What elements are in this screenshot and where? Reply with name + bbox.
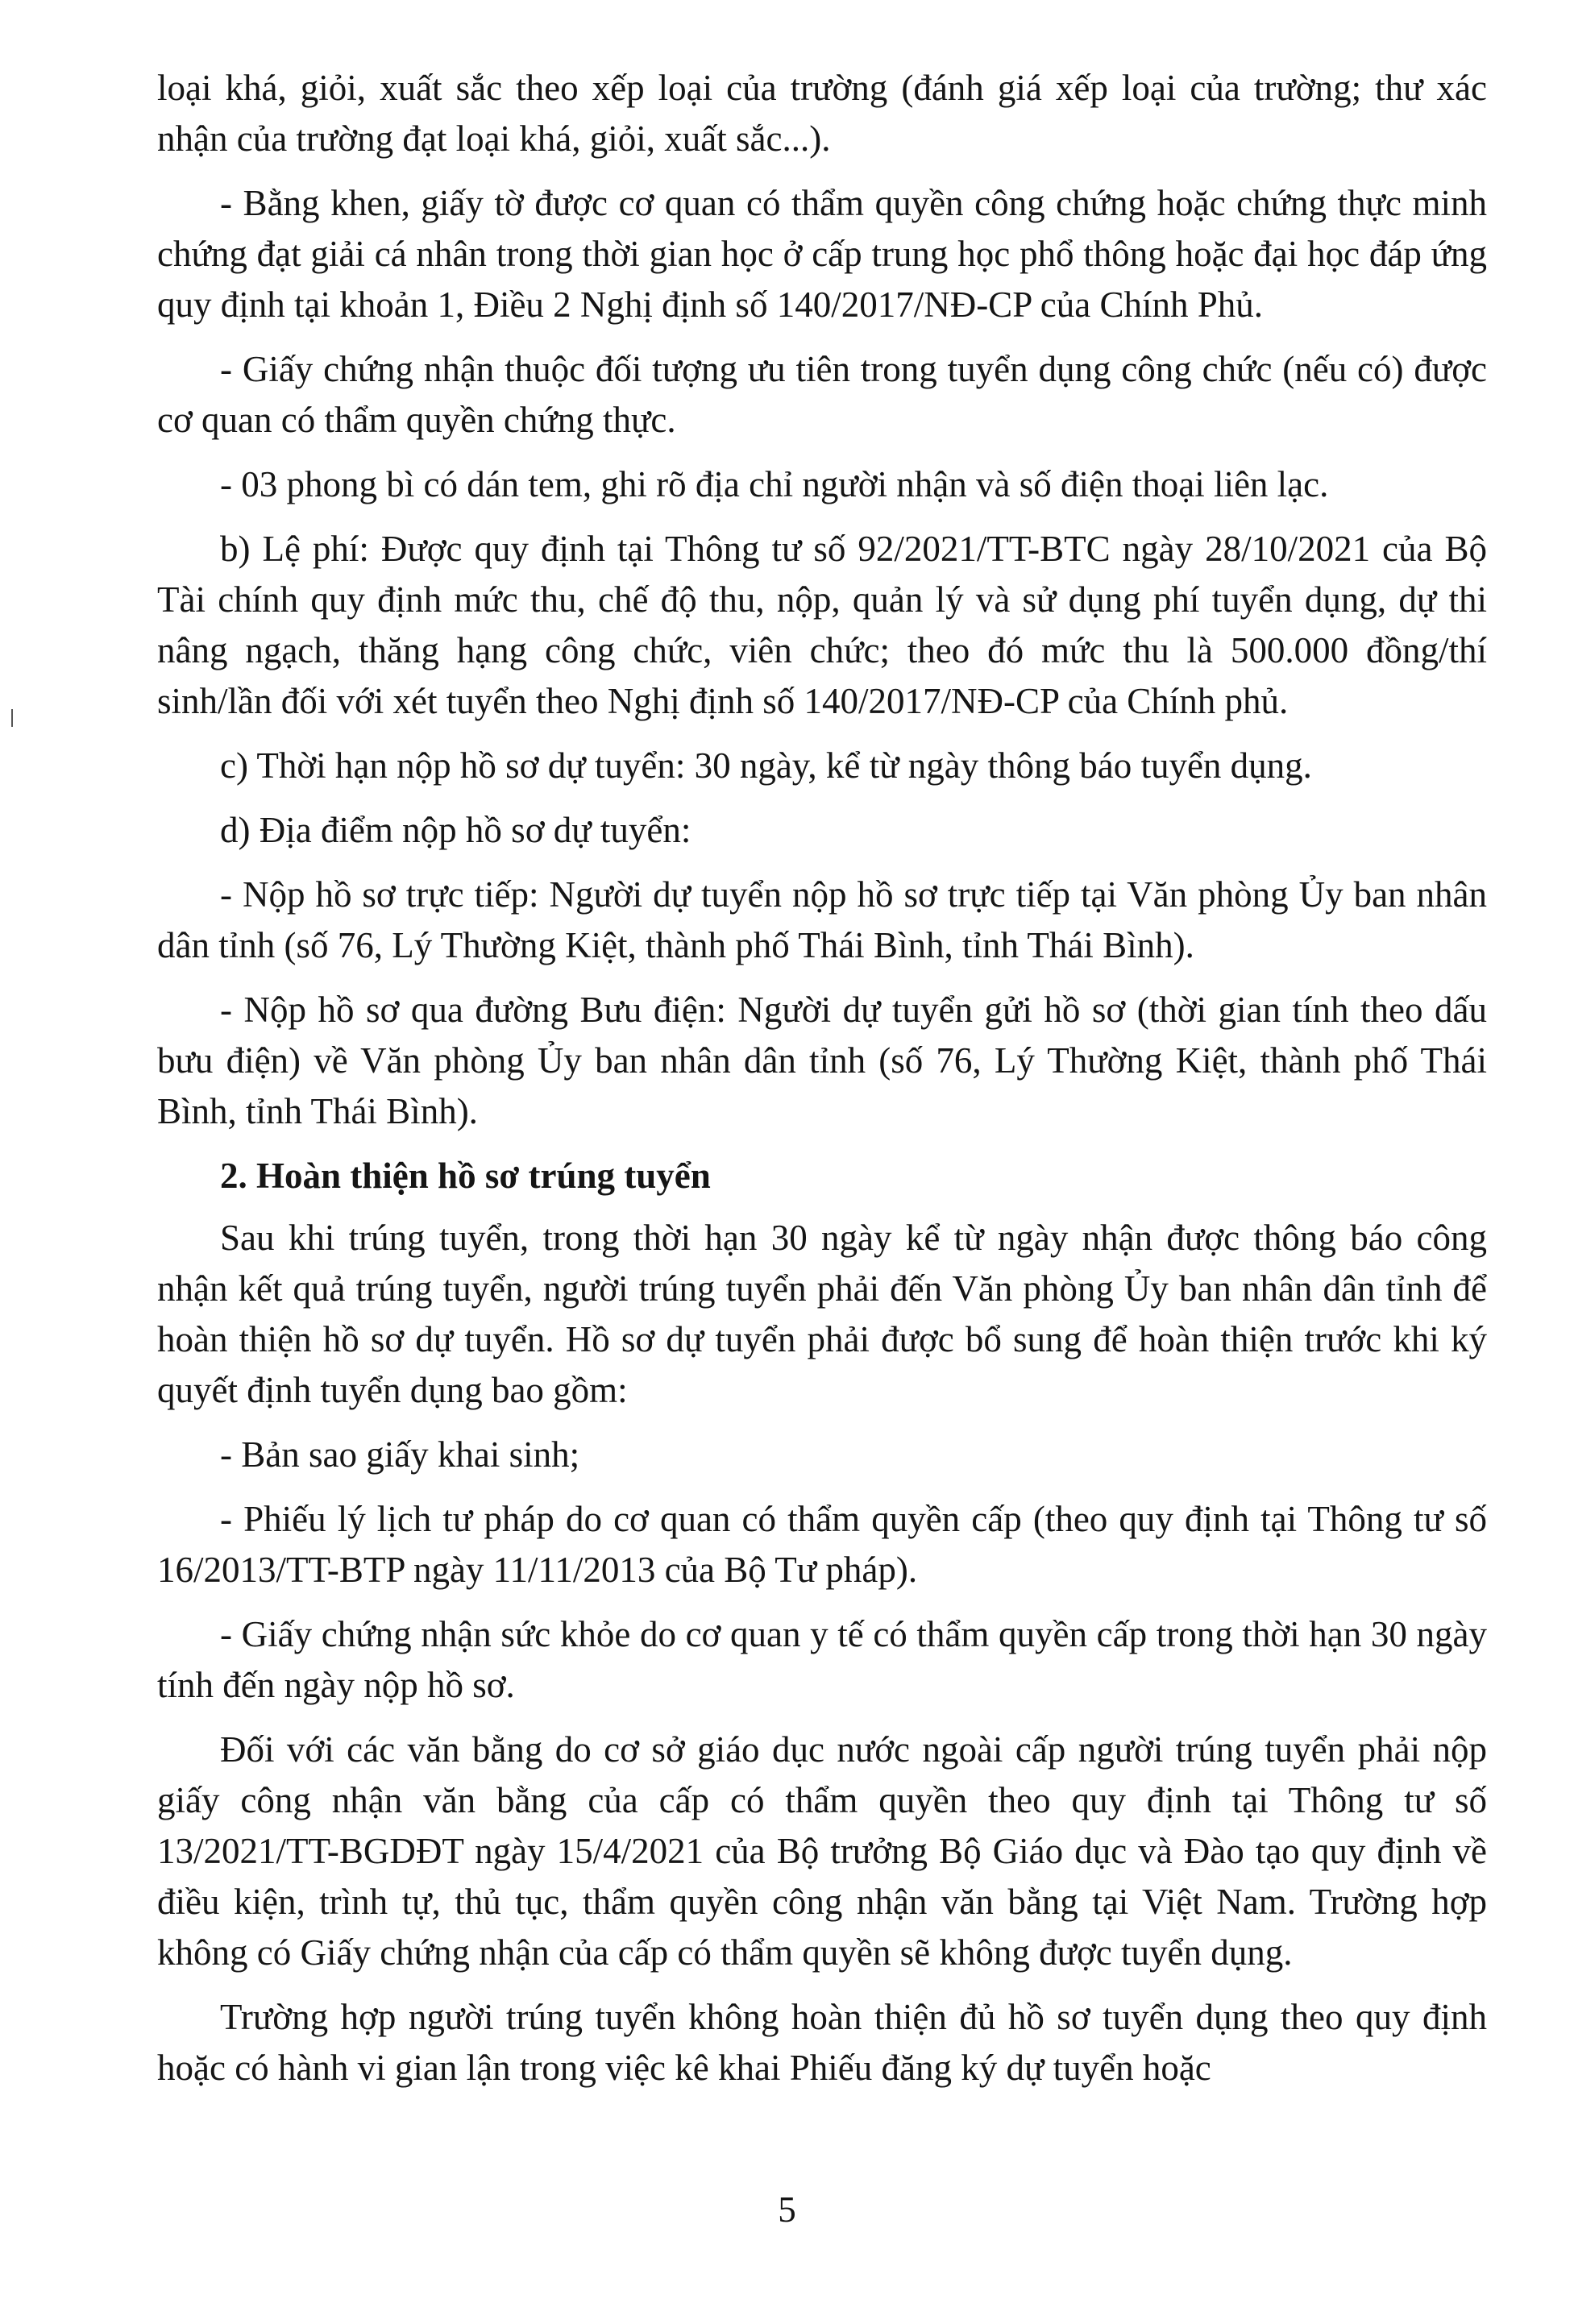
paragraph-suc-khoe: - Giấy chứng nhận sức khỏe do cơ quan y tế có thẩm quyền cấp trong thời hạn 30 ngày tính đến ngày nộp hồ sơ. [157,1614,1487,1705]
paragraph-giay-chung-nhan-uu-tien: - Giấy chứng nhận thuộc đối tượng ưu tiên trong tuyển dụng công chức (nếu có) được cơ quan có thẩm quyền chứng thực. [157,349,1487,440]
paragraph-bang-khen: - Bằng khen, giấy tờ được cơ quan có thẩm quyền công chứng hoặc chứng thực minh chứng đạt giải cá nhân trong thời gian học ở cấp trung học phổ thông hoặc đại học đáp ứng quy định tại khoản 1, Điều 2 Nghị định số 140/2017/NĐ-CP của Chính Phủ. [157,183,1487,325]
paragraph-continuation: loại khá, giỏi, xuất sắc theo xếp loại của trường (đánh giá xếp loại của trường; thư xác nhận của trường đạt loại khá, giỏi, xuất sắc...). [157,68,1487,159]
body-text [157,63,1487,2107]
paragraph-sau-khi-trung-tuyen: Sau khi trúng tuyển, trong thời hạn 30 ngày kể từ ngày nhận được thông báo công nhận kết quả trúng tuyển, người trúng tuyển phải đến Văn phòng Ủy ban nhân dân tỉnh để hoàn thiện hồ sơ dự tuyển. Hồ sơ dự tuyển phải được bổ sung để hoàn thiện trước khi ký quyết định tuyển dụng bao gồm: [157,1218,1487,1410]
paragraph-ly-lich-tu-phap: - Phiếu lý lịch tư pháp do cơ quan có thẩm quyền cấp (theo quy định tại Thông tư số 16/2013/TT-BTP ngày 11/11/2013 của Bộ Tư pháp). [157,1499,1487,1590]
paragraph-phong-bi: - 03 phong bì có dán tem, ghi rõ địa chỉ người nhận và số điện thoại liên lạc. [220,464,1329,504]
paragraph-ban-sao-khai-sinh: - Bản sao giấy khai sinh; [220,1434,580,1475]
scan-mark [11,709,13,727]
paragraph-le-phi: b) Lệ phí: Được quy định tại Thông tư số 92/2021/TT-BTC ngày 28/10/2021 của Bộ Tài chính quy định mức thu, chế độ thu, nộp, quản lý và sử dụng phí tuyển dụng, dự thi nâng ngạch, thăng hạng công chức, viên chức; theo đó mức thu là 500.000 đồng/thí sinh/lần đối với xét tuyển theo Nghị định số 140/2017/NĐ-CP của Chính phủ. [157,529,1487,721]
page-number: 5 [778,2189,796,2230]
paragraph-van-bang-nuoc-ngoai: Đối với các văn bằng do cơ sở giáo dục nước ngoài cấp người trúng tuyển phải nộp giấy công nhận văn bằng của cấp có thẩm quyền theo quy định tại Thông tư số 13/2021/TT-BGDĐT ngày 15/4/2021 của Bộ trưởng Bộ Giáo dục và Đào tạo quy định về điều kiện, trình tự, thủ tục, thẩm quyền công nhận văn bằng tại Việt Nam. Trường hợp không có Giấy chứng nhận của cấp có thẩm quyền sẽ không được tuyển dụng. [157,1729,1487,1973]
paragraph-thoi-han: c) Thời hạn nộp hồ sơ dự tuyển: 30 ngày, kể từ ngày thông báo tuyển dụng. [220,745,1312,786]
paragraph-nop-truc-tiep: - Nộp hồ sơ trực tiếp: Người dự tuyển nộp hồ sơ trực tiếp tại Văn phòng Ủy ban nhân dân tỉnh (số 76, Lý Thường Kiệt, thành phố Thái Bình, tỉnh Thái Bình). [157,874,1487,965]
paragraph-dia-diem: d) Địa điểm nộp hồ sơ dự tuyển: [220,810,691,850]
section-heading: 2. Hoàn thiện hồ sơ trúng tuyển [220,1156,711,1196]
paragraph-truong-hop-khong-hoan-thien: Trường hợp người trúng tuyển không hoàn thiện đủ hồ sơ tuyển dụng theo quy định hoặc có hành vi gian lận trong việc kê khai Phiếu đăng ký dự tuyển hoặc [157,1997,1487,2088]
paragraph-nop-buu-dien: - Nộp hồ sơ qua đường Bưu điện: Người dự tuyển gửi hồ sơ (thời gian tính theo dấu bưu điện) về Văn phòng Ủy ban nhân dân tỉnh (số 76, Lý Thường Kiệt, thành phố Thái Bình, tỉnh Thái Bình). [157,990,1487,1131]
